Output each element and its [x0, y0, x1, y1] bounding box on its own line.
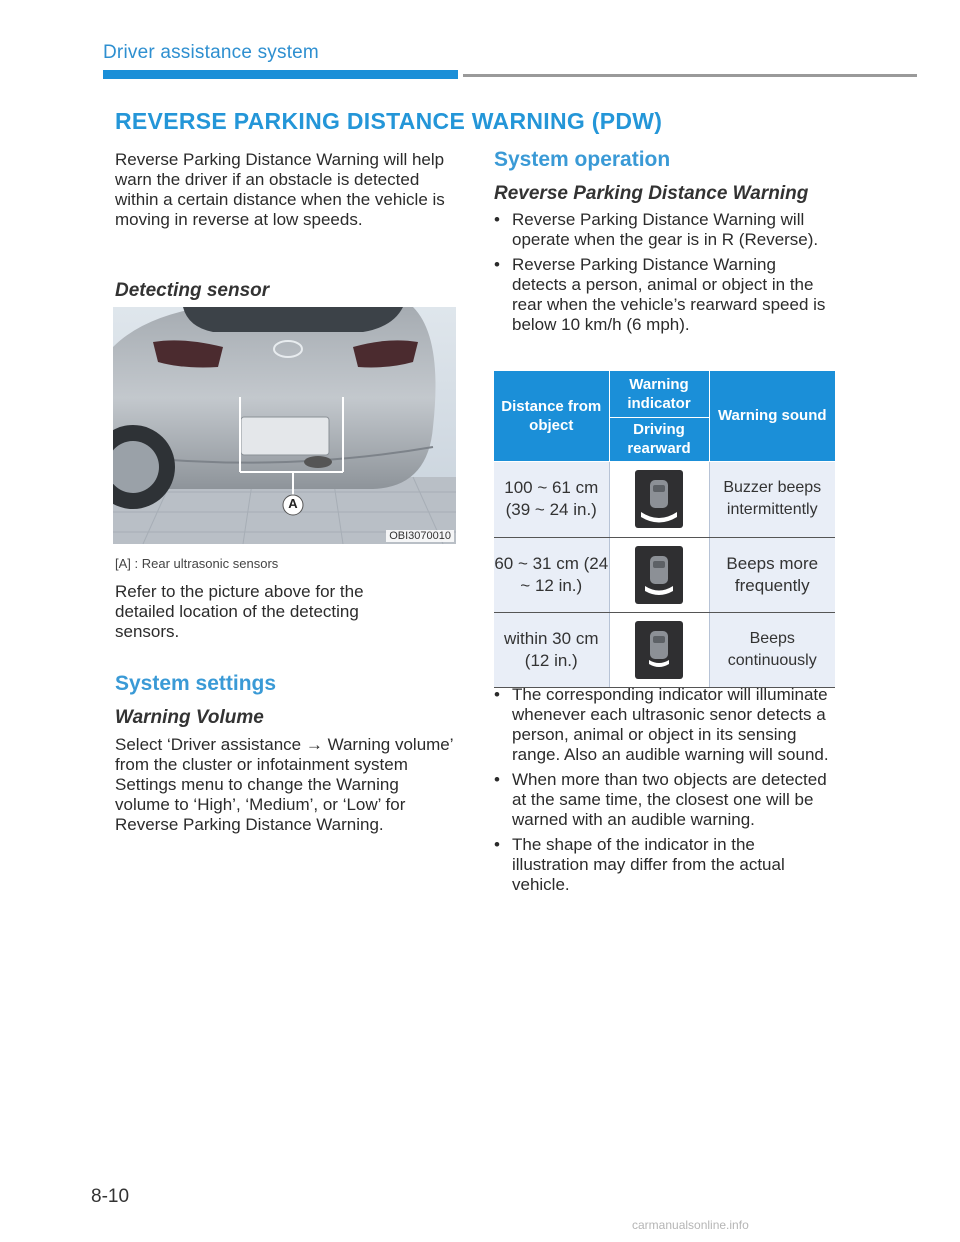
parking-indicator-icon — [635, 621, 683, 679]
header-rule — [463, 74, 917, 77]
figure-caption: [A] : Rear ultrasonic sensors — [115, 556, 279, 571]
note-bullet: • The corresponding indicator will illuminate whenever each ultrasonic senor detects a person, animal or object in its sensing range. Also an audible warning will sound. — [494, 685, 836, 765]
row-indicator — [609, 612, 709, 687]
section-label: Driver assistance system — [103, 42, 319, 63]
row-sound: Beeps continuously — [709, 612, 835, 687]
row-distance: 100 ~ 61 cm (39 ~ 24 in.) — [494, 461, 609, 537]
col-driving-header: Driving rearward — [609, 417, 709, 461]
warning-volume-text: Select ‘Driver assistance → Warning volume’ from the cluster or infotainment system Settings menu to change the Warning volume to ‘High’, ‘Medium’, or ‘Low’ for Reverse Parking Distance Warning. — [115, 735, 453, 834]
note-bullet: • When more than two objects are detected at the same time, the closest one will be warned with an audible warning. — [494, 770, 836, 830]
figure-note: Refer to the picture above for the detailed location of the detecting sensors. — [115, 582, 364, 641]
operation-bullets — [494, 210, 834, 340]
warning-volume-heading: Warning Volume — [115, 707, 264, 728]
intro-paragraph: Reverse Parking Distance Warning will help warn the driver if an obstacle is detected within a certain distance when the vehicle is moving in reverse at low speeds. — [115, 150, 445, 229]
rear-sensor-photo — [113, 307, 456, 544]
operation-bullet: • Reverse Parking Distance Warning detects a person, animal or object in the rear when the vehicle’s rearward speed is below 10 km/h (6 mph). — [494, 255, 834, 335]
page-title: REVERSE PARKING DISTANCE WARNING (PDW) — [115, 108, 663, 134]
row-indicator — [609, 537, 709, 612]
system-settings-heading: System settings — [115, 672, 277, 695]
pdw-table — [494, 371, 835, 688]
parking-indicator-icon — [635, 546, 683, 604]
row-sound: Beeps more frequently — [709, 537, 835, 612]
detecting-sensor-heading: Detecting sensor — [115, 280, 270, 301]
col-indicator-header: Warning indicator — [609, 371, 709, 417]
watermark: carmanualsonline.info — [632, 1218, 749, 1232]
figure-code: OBI3070010 — [386, 530, 454, 542]
note-bullet: • The shape of the indicator in the illustration may differ from the actual vehicle. — [494, 835, 836, 895]
pdw-heading: Reverse Parking Distance Warning — [494, 183, 809, 204]
operation-bullet: • Reverse Parking Distance Warning will operate when the gear is in R (Reverse). — [494, 210, 834, 250]
callout-a-label: A — [288, 496, 298, 511]
row-distance: within 30 cm (12 in.) — [494, 612, 609, 687]
row-indicator — [609, 461, 709, 537]
parking-indicator-icon — [635, 470, 683, 528]
page-number: 8-10 — [91, 1186, 130, 1207]
system-operation-heading: System operation — [494, 148, 671, 171]
row-distance: 60 ~ 31 cm (24 ~ 12 in.) — [494, 537, 609, 612]
header-accent-bar — [103, 70, 458, 79]
notes-bullets — [494, 685, 836, 900]
row-sound: Buzzer beeps intermittently — [709, 461, 835, 537]
col-distance-header: Distance from object — [494, 371, 609, 461]
col-sound-header: Warning sound — [709, 371, 835, 461]
